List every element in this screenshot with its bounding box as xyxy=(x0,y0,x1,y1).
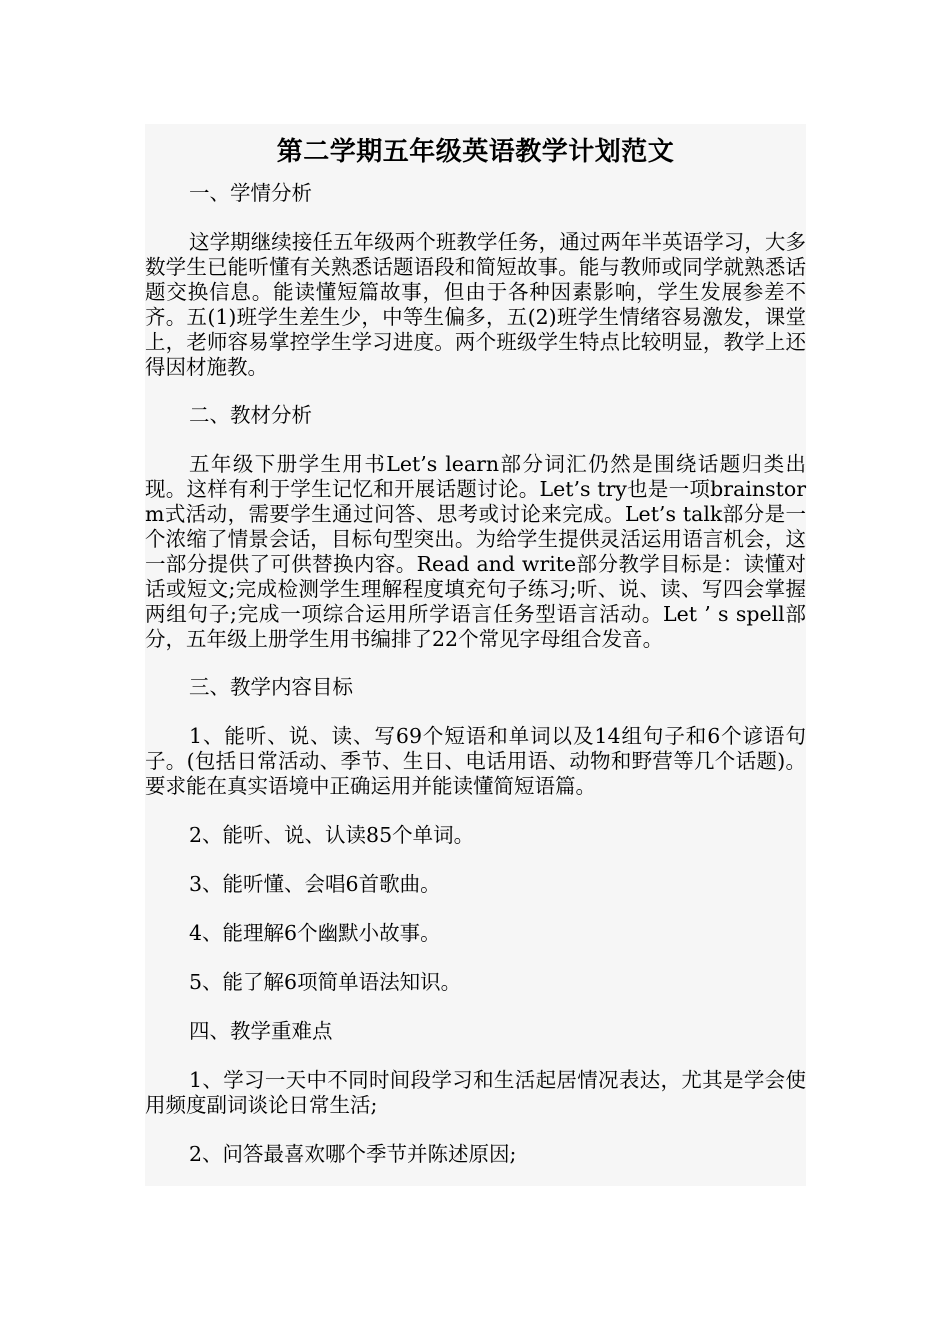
list-item: 1、能听、说、读、写69个短语和单词以及14组句子和6个谚语句子。(包括日常活动、季节、生日、电话用语、动物和野营等几个话题)。要求能在真实语境中正确运用并能读懂简短语篇。 xyxy=(145,724,806,798)
section-heading-learning-analysis: 一、学情分析 xyxy=(189,181,312,205)
paragraph-learning-analysis: 这学期继续接任五年级两个班教学任务，通过两年半英语学习，大多数学生已能听懂有关熟悉话题语段和简短故事。能与教师或同学就熟悉话题交换信息。能读懂短篇故事，但由于各种因素影响，学生发展参差不齐。五(1)班学生差生少，中等生偏多，五(2)班学生情绪容易激发，课堂上，老师容易掌控学生学习进度。两个班级学生特点比较明显，教学上还得因材施教。 xyxy=(145,230,806,379)
section-heading-textbook-analysis: 二、教材分析 xyxy=(189,403,312,427)
list-item: 4、能理解6个幽默小故事。 xyxy=(189,921,441,945)
list-item: 3、能听懂、会唱6首歌曲。 xyxy=(189,872,441,896)
list-item: 5、能了解6项简单语法知识。 xyxy=(189,970,462,994)
section-heading-teaching-goals: 三、教学内容目标 xyxy=(189,675,353,699)
document-title: 第二学期五年级英语教学计划范文 xyxy=(276,137,675,167)
document-page xyxy=(145,124,806,1186)
paragraph-textbook-analysis: 五年级下册学生用书Let’s learn部分词汇仍然是围绕话题归类出现。这样有利于学生记忆和开展话题讨论。Let’s try也是一项brainstorm式活动，需要学生通过问答、思考或讨论来完成。Let’s talk部分是一个浓缩了情景会话，目标句型突出。为给学生提供灵活运用语言机会，这一部分提供了可供替换内容。Read and write部分教学目标是：读懂对话或短文;完成检测学生理解程度填充句子练习;听、说、读、写四会掌握两组句子;完成一项综合运用所学语言任务型语言活动。Let ’ s spell部分，五年级上册学生用书编排了22个常见字母组合发音。 xyxy=(145,452,806,651)
list-item: 2、能听、说、认读85个单词。 xyxy=(189,823,475,847)
list-item: 1、学习一天中不同时间段学习和生活起居情况表达，尤其是学会使用频度副词谈论日常生活; xyxy=(145,1068,806,1117)
section-heading-key-points: 四、教学重难点 xyxy=(189,1019,333,1043)
list-item: 2、问答最喜欢哪个季节并陈述原因; xyxy=(189,1142,517,1166)
